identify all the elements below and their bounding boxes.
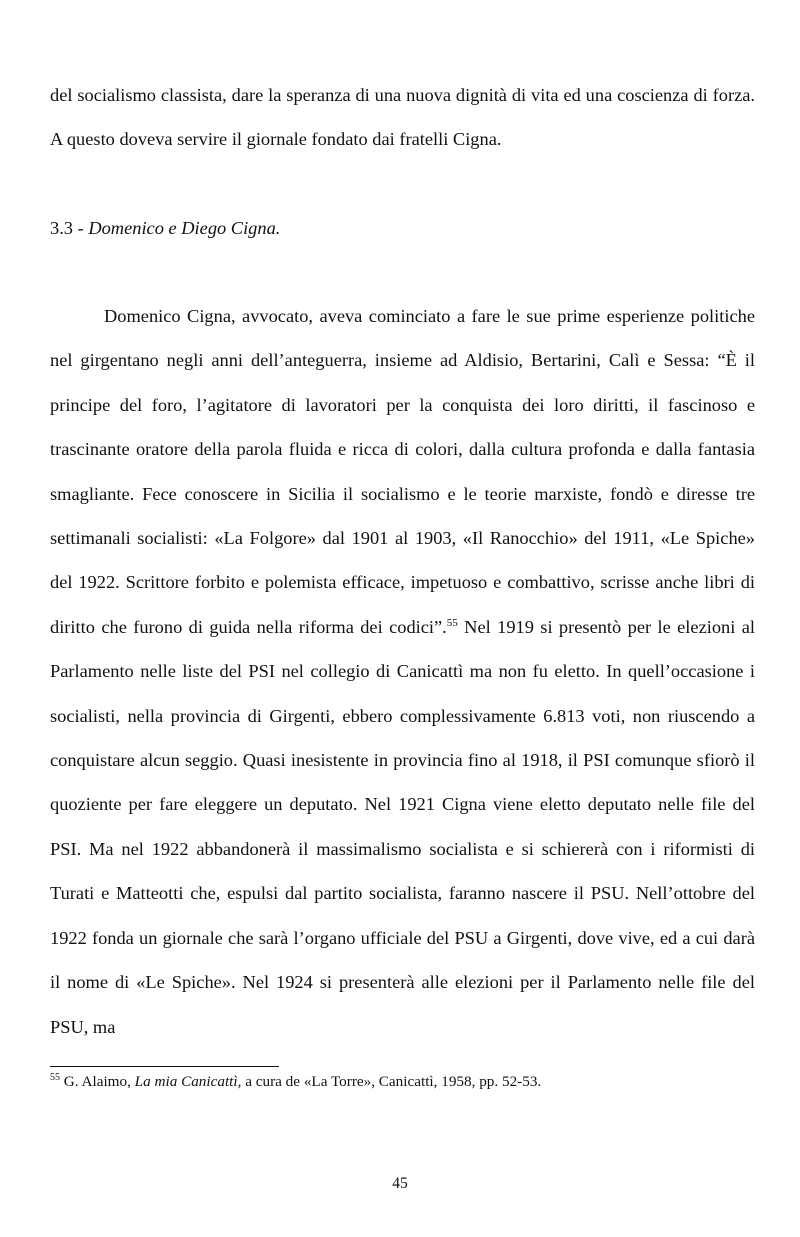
- section-heading: [50, 206, 280, 250]
- lead-paragraph: del socialismo classista, dare la speranza di una nuova dignità di vita ed una coscienza di forza. A questo doveva servire il giornale fondato dai fratelli Cigna.: [50, 85, 755, 150]
- section-number: 3.3 -: [50, 218, 84, 238]
- page-number: 45: [392, 1175, 408, 1192]
- footnote-divider: [50, 1066, 279, 1067]
- footnote-work-title: La mia Canicattì: [134, 1073, 238, 1090]
- section-title: Domenico e Diego Cigna.: [88, 218, 281, 238]
- footnote-reference[interactable]: 55: [446, 616, 458, 629]
- body-paragraph: [50, 294, 755, 1049]
- body-paragraph-part2: Nel 1919 si presentò per le elezioni al Parlamento nelle liste del PSI nel collegio di Canicattì ma non fu eletto. In quell’occasione i socialisti, nella provincia di Girgenti, ebbero complessivamente 6.813 voti, non riuscendo a conquistare alcun seggio. Quasi inesistente in provincia fino al 1918, il PSI comunque sfiorò il quoziente per fare eleggere un deputato. Nel 1921 Cigna viene eletto deputato nelle file del PSI. Ma nel 1922 abbandonerà il massimalismo socialista e si schiererà con i riformisti di Turati e Matteotti che, espulsi dal partito socialista, faranno nascere il PSU. Nell’ottobre del 1922 fonda un giornale che sarà l’organo ufficiale del PSU a Girgenti, dove vive, ed a cui darà il nome di «Le Spiche». Nel 1924 si presenterà alle elezioni per il Parlamento nelle file del PSU, ma: [50, 616, 756, 1037]
- footnote-author: G. Alaimo,: [60, 1073, 135, 1090]
- footnote-details: , a cura de «La Torre», Canicattì, 1958, pp. 52-53.: [237, 1073, 542, 1090]
- footnote: [50, 1072, 755, 1092]
- body-paragraph-part1: Domenico Cigna, avvocato, aveva cominciato a fare le sue prime esperienze politiche nel girgentano negli anni dell’anteguerra, insieme ad Aldisio, Bertarini, Calì e Sessa: “È il principe del foro, l’agitatore di lavoratori per la conquista dei loro diritti, il fascinoso e trascinante oratore della parola fluida e ricca di colori, dalla cultura profonda e dalla fantasia smagliante. Fece conoscere in Sicilia il socialismo e le teorie marxiste, fondò e diresse tre settimanali socialisti: «La Folgore» dal 1901 al 1903, «Il Ranocchio» del 1911, «Le Spiche» del 1922. Scrittore forbito e polemista efficace, impetuoso e combattivo, scrisse anche libri di diritto che furono di guida nella riforma dei codici”.: [50, 306, 755, 637]
- footnote-number: 55: [50, 1071, 60, 1083]
